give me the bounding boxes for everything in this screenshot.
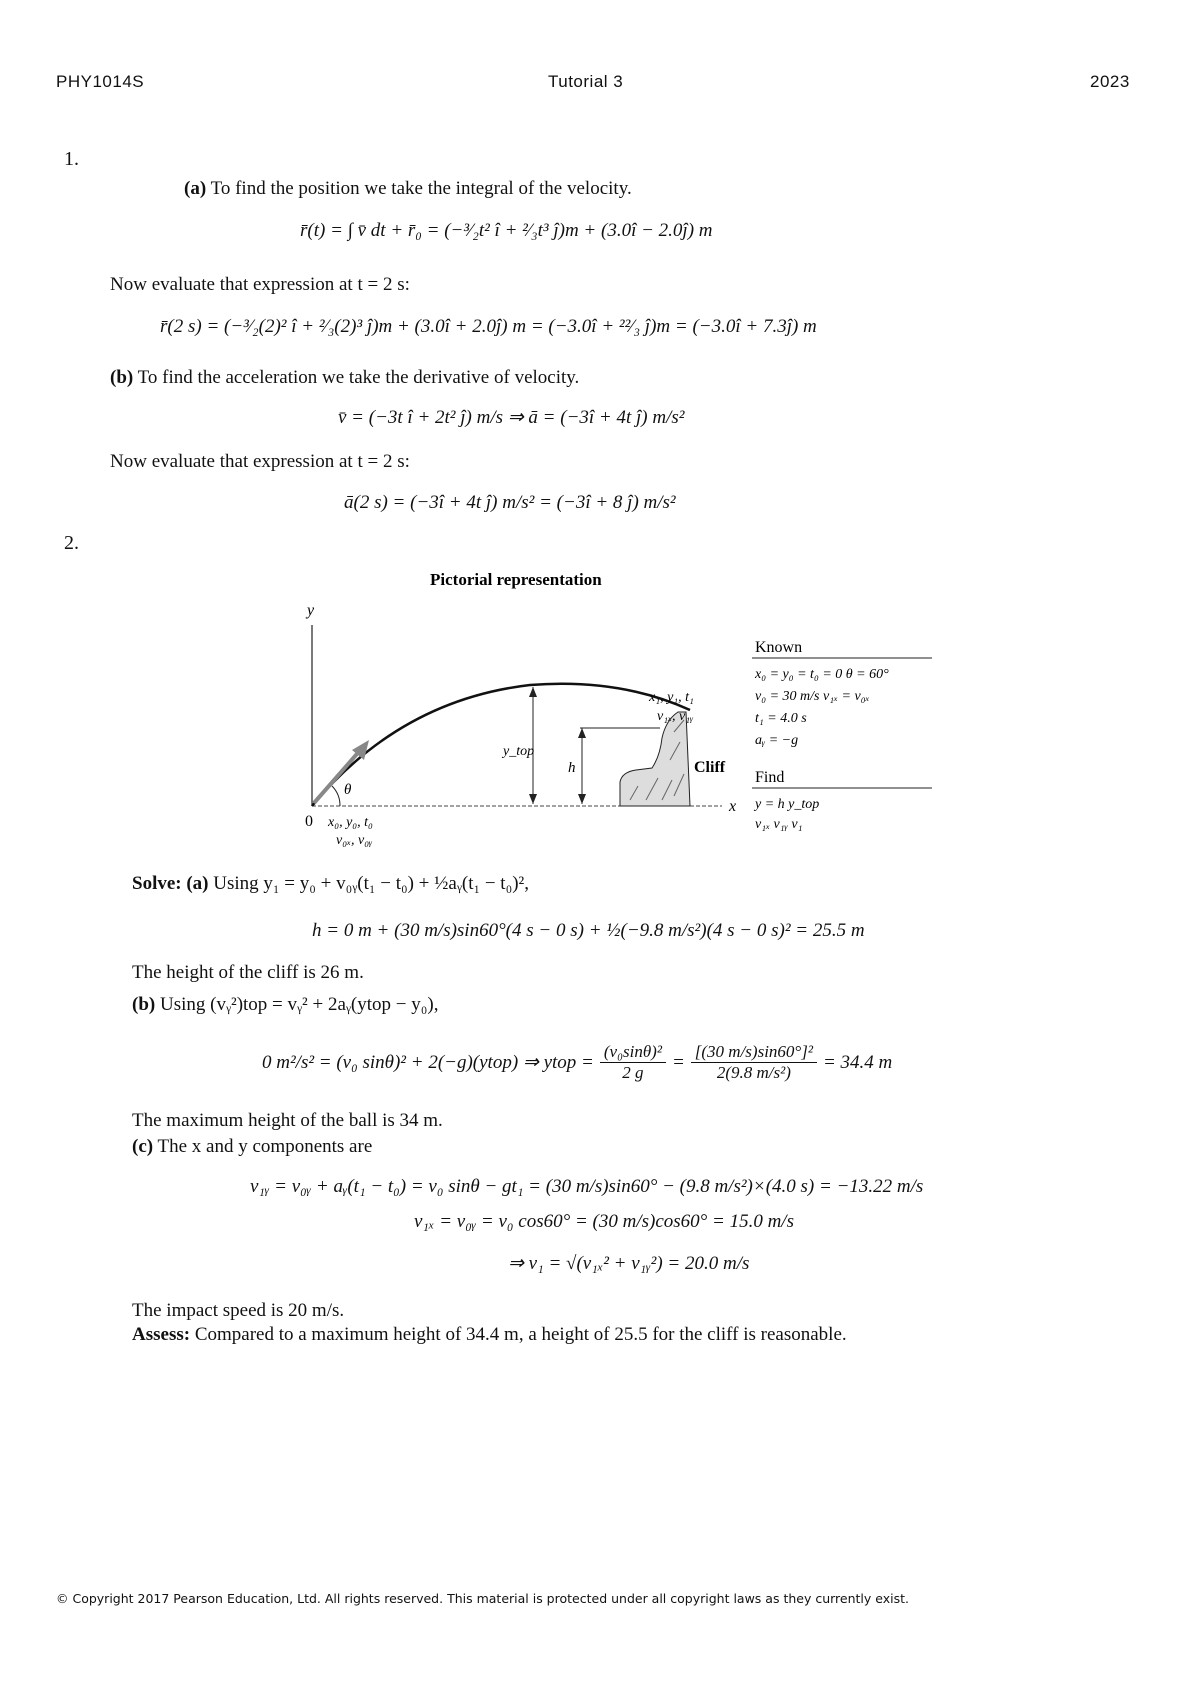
q1-part-a-label: (a) <box>184 178 207 199</box>
pictorial-representation-figure <box>280 560 1000 860</box>
question-2-number: 2. <box>64 532 79 554</box>
q2-solve-a-using <box>132 873 529 895</box>
max-height-fraction-1 <box>600 1042 666 1083</box>
q1-part-a-text: To find the position we take the integral of the velocity. <box>210 178 632 199</box>
q2-part-a-using-text: Using y₁ = y₀ + v₀ᵧ(t₁ − t₀) + ½aᵧ(t₁ − t₀)², <box>213 873 529 894</box>
impact-position-labels: x₁, y₁, t₁ <box>649 690 694 705</box>
cliff-label: Cliff <box>694 759 726 776</box>
q1-evaluate-text-2: Now evaluate that expression at t = 2 s: <box>110 451 410 472</box>
q1-part-b-text: To find the acceleration we take the derivative of velocity. <box>137 367 580 388</box>
q2-part-b-using-text: Using (vᵧ²)top = vᵧ² + 2aᵧ(ytop − y₀), <box>159 994 439 1015</box>
known-title: Known <box>755 639 803 656</box>
q2-impact-speed-equation: ⇒ v₁ = √(v₁ₓ² + v₁ᵧ²) = 20.0 m/s <box>508 1253 750 1274</box>
q2-part-c-intro <box>132 1136 372 1158</box>
fraction-2-numerator: [(30 m/s)sin60°]² <box>691 1042 817 1063</box>
impact-velocity-labels: v₁ₓ, v₁ᵧ <box>657 709 694 724</box>
find-line-1: y = h y_top <box>755 797 820 812</box>
q2-part-b-using <box>132 994 438 1016</box>
header-title: Tutorial 3 <box>548 72 624 91</box>
max-height-eq-right: = 34.4 m <box>822 1051 893 1073</box>
origin-position-labels: x₀, y₀, t₀ <box>328 815 373 830</box>
assess-text: Compared to a maximum height of 34.4 m, a height of 25.5 for the cliff is reasonable. <box>194 1324 847 1345</box>
q2-part-a-label: (a) <box>186 873 209 894</box>
q2-cliff-height-equation: h = 0 m + (30 m/s)sin60°(4 s − 0 s) + ½(−9.8 m/s²)(4 s − 0 s)² = 25.5 m <box>312 920 865 941</box>
q2-v1x-equation: v₁ₓ = v₀ᵧ = v₀ cos60° = (30 m/s)cos60° = 15.0 m/s <box>414 1211 794 1232</box>
q2-impact-speed-result: The impact speed is 20 m/s. <box>132 1300 345 1321</box>
max-height-eq-equals: = <box>671 1051 685 1073</box>
theta-label: θ <box>344 782 352 798</box>
theta-arc <box>332 786 340 806</box>
q1-part-a-intro <box>184 178 632 200</box>
q1-part-b-intro <box>110 367 579 389</box>
y-axis-label: y <box>307 602 315 619</box>
max-height-fraction-2 <box>691 1042 817 1083</box>
solve-label: Solve: <box>132 873 182 894</box>
known-line-2: v₀ = 30 m/s v₁ₓ = v₀ₓ <box>755 689 870 704</box>
known-line-1: x₀ = y₀ = t₀ = 0 θ = 60° <box>755 667 889 682</box>
ytop-label: y_top <box>503 744 535 759</box>
origin-velocity-labels: v₀ₓ, v₀ᵧ <box>336 833 373 848</box>
max-height-eq-left: 0 m²/s² = (v₀ sinθ)² + 2(−g)(ytop) ⇒ ytop = <box>262 1052 594 1073</box>
fraction-1-denominator: 2 g <box>622 1063 644 1082</box>
q2-max-height-equation <box>262 1042 892 1083</box>
header-year: 2023 <box>1090 72 1130 91</box>
known-line-4: aᵧ = −g <box>755 733 799 748</box>
ytop-arrow-top <box>529 687 537 697</box>
q1-position-at-2s-equation: r̄(2 s) = (−³⁄₂(2)² î + ²⁄₃(2)³ ĵ)m + (3.0î + 2.0ĵ) m = (−3.0î + ²²⁄₃ ĵ)m = (−3.0î + 7.3ĵ) m <box>160 316 817 337</box>
fraction-2-denominator: 2(9.8 m/s²) <box>716 1063 791 1082</box>
initial-velocity-arrow <box>314 747 363 803</box>
copyright-footer: © Copyright 2017 Pearson Education, Ltd. All rights reserved. This material is protected under all copyright laws as they currently exist. <box>56 1591 909 1606</box>
assess-label: Assess: <box>132 1324 191 1345</box>
q1-evaluate-text-1: Now evaluate that expression at t = 2 s: <box>110 274 410 295</box>
q2-assess <box>132 1324 847 1346</box>
find-title: Find <box>755 769 785 786</box>
fraction-1-numerator: (v₀sinθ)² <box>600 1042 666 1063</box>
x-axis-label: x <box>729 798 737 815</box>
q2-part-c-text: The x and y components are <box>157 1136 373 1157</box>
q2-part-c-label: (c) <box>132 1136 154 1157</box>
h-arrow-bottom <box>578 794 586 804</box>
ytop-arrow-bottom <box>529 794 537 804</box>
h-label: h <box>568 760 576 776</box>
q2-max-height-result: The maximum height of the ball is 34 m. <box>132 1110 443 1131</box>
find-line-2: v₁ₓ v₁ᵧ v₁ <box>755 817 803 832</box>
q1-acceleration-at-2s-equation: ā(2 s) = (−3î + 4t ĵ) m/s² = (−3î + 8 ĵ) m/s² <box>344 492 676 513</box>
q2-part-b-label: (b) <box>132 994 156 1015</box>
q1-acceleration-derivative-equation: v̄ = (−3t î + 2t² ĵ) m/s ⇒ ā = (−3î + 4t ĵ) m/s² <box>338 407 685 428</box>
figure-title: Pictorial representation <box>430 570 602 589</box>
origin-label: 0 <box>305 813 313 830</box>
q1-part-b-label: (b) <box>110 367 134 388</box>
q1-position-integral-equation: r̄(t) = ∫ v̄ dt + r̄₀ = (−³⁄₂t² î + ²⁄₃t³ ĵ)m + (3.0î − 2.0ĵ) m <box>300 220 713 241</box>
h-arrow-top <box>578 728 586 738</box>
question-1-number: 1. <box>64 148 79 170</box>
header-course-code: PHY1014S <box>56 72 145 91</box>
q2-cliff-height-result: The height of the cliff is 26 m. <box>132 962 364 983</box>
q2-v1y-equation: v₁ᵧ = v₀ᵧ + aᵧ(t₁ − t₀) = v₀ sinθ − gt₁ = (30 m/s)sin60° − (9.8 m/s²)×(4.0 s) = −13.22 m/s <box>250 1176 924 1197</box>
known-line-3: t₁ = 4.0 s <box>755 711 807 726</box>
